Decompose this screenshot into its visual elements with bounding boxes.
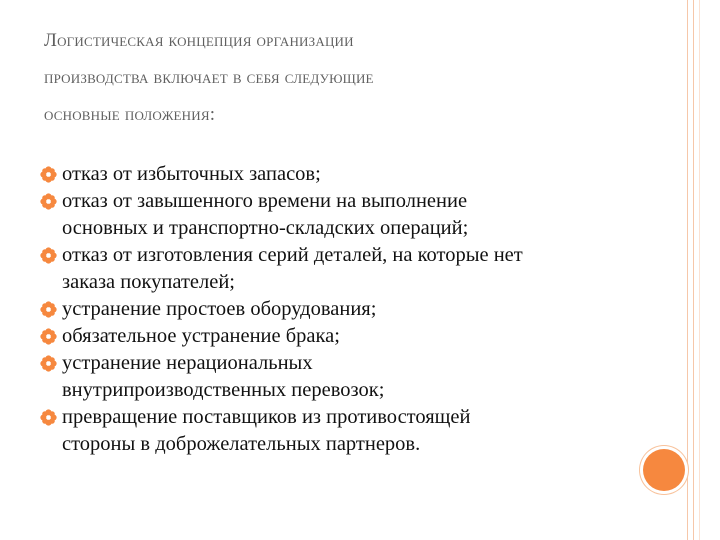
bullet-text: обязательное устранение брака; <box>62 325 340 347</box>
flower-bullet-icon <box>40 301 57 318</box>
bullet-list <box>40 161 650 458</box>
flower-bullet-icon <box>40 409 57 426</box>
bullet-text: отказ от завышенного времени на выполнение <box>62 190 468 212</box>
bullet-text: внутрипроизводственных перевозок; <box>62 379 385 401</box>
decorative-rule <box>687 0 688 540</box>
title-line: основные положения: <box>44 104 216 125</box>
bullet-text: стороны в доброжелательных партнеров. <box>62 433 421 455</box>
bullet-text: превращение поставщиков из противостоящей <box>62 406 471 428</box>
flower-bullet-icon <box>40 247 57 264</box>
bullet-text: заказа покупателей; <box>62 271 235 293</box>
title-line: Логистическая концепция организации <box>44 30 354 51</box>
decorative-rule <box>693 0 694 540</box>
bullet-item <box>40 404 650 458</box>
slide-title <box>44 22 654 133</box>
flower-bullet-icon <box>40 193 57 210</box>
bullet-text: основных и транспортно-складских операций; <box>62 217 469 239</box>
bullet-text: устранение нерациональных <box>62 352 313 374</box>
bullet-item <box>40 323 650 350</box>
flower-bullet-icon <box>40 166 57 183</box>
title-line: производства включает в себя следующие <box>44 67 374 88</box>
bullet-text: отказ от избыточных запасов; <box>62 163 321 185</box>
decorative-rule <box>699 0 700 540</box>
flower-bullet-icon <box>40 328 57 345</box>
bullet-text: отказ от изготовления серий деталей, на которые нет <box>62 244 523 266</box>
flower-bullet-icon <box>40 355 57 372</box>
bullet-item <box>40 161 650 188</box>
bullet-item <box>40 188 650 242</box>
bullet-text: устранение простоев оборудования; <box>62 298 377 320</box>
bullet-item <box>40 350 650 404</box>
bullet-item <box>40 296 650 323</box>
bullet-item <box>40 242 650 296</box>
